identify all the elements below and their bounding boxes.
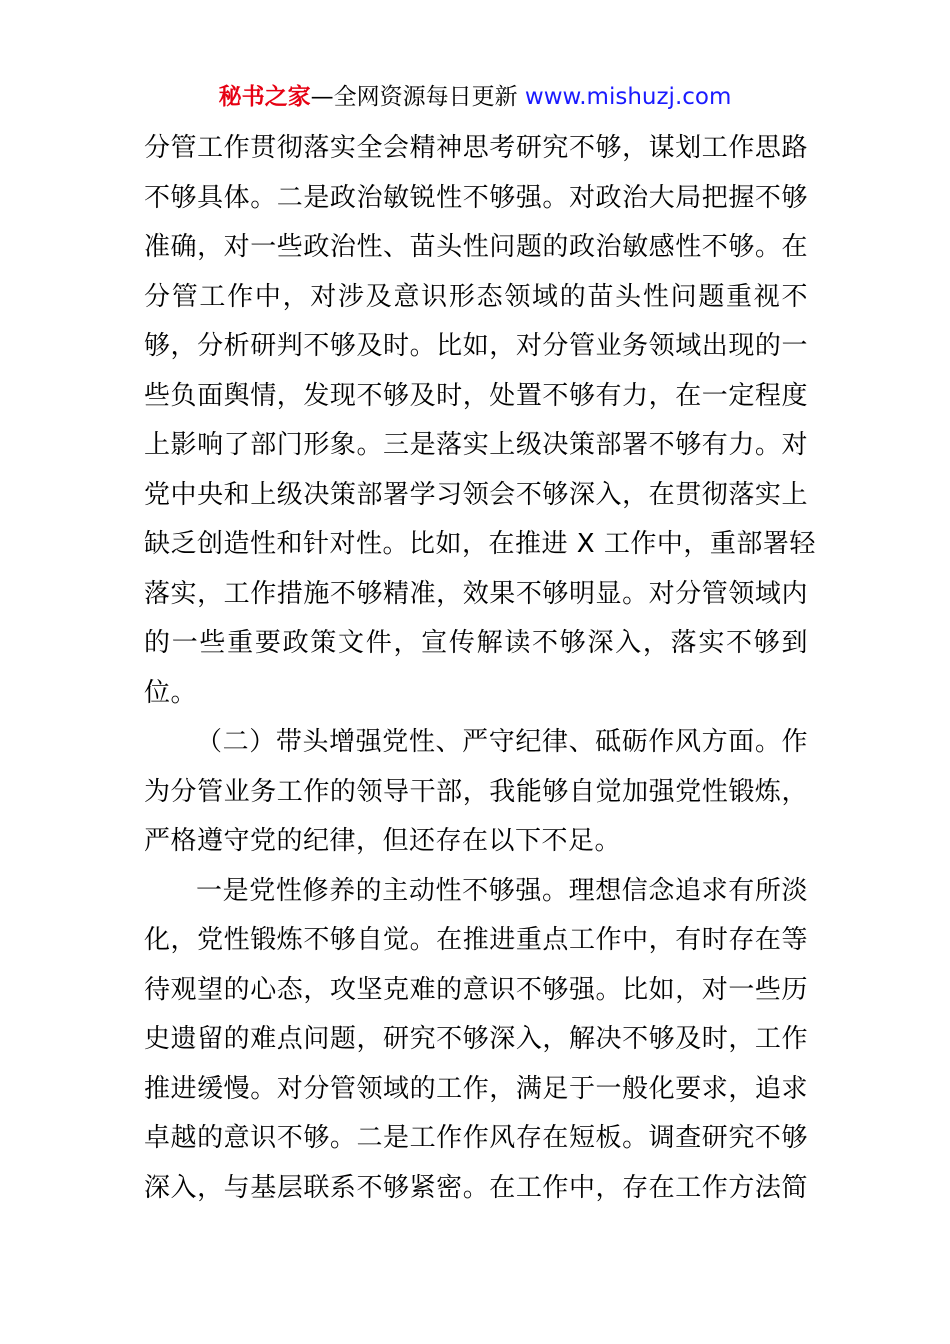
text-line: 为分管业务工作的领导干部，我能够自觉加强党性锻炼，: [144, 776, 808, 807]
text-line: 的一些重要政策文件，宣传解读不够深入，落实不够到: [144, 628, 808, 658]
text-line: 落实，工作措施不够精准，效果不够明显。对分管领域内: [144, 578, 808, 609]
document-body: [144, 124, 816, 1213]
paragraph-section-two: [144, 718, 808, 867]
text-line: 一是党性修养的主动性不够强。理想信念追求有所淡: [196, 875, 808, 906]
site-brand: 秘书之家: [218, 84, 311, 110]
text-line: 些负面舆情，发现不够及时，处置不够有力，在一定程度: [144, 380, 808, 411]
text-line: 化，党性锻炼不够自觉。在推进重点工作中，有时存在等: [144, 925, 808, 955]
text-line: 待观望的心态，攻坚克难的意识不够强。比如，对一些历: [144, 974, 808, 1005]
text-line: 史遗留的难点问题，研究不够深入，解决不够及时，工作: [144, 1024, 808, 1054]
site-header: [0, 80, 950, 114]
text-line: 上影响了部门形象。三是落实上级决策部署不够有力。对: [144, 430, 808, 460]
text-line: 准确，对一些政治性、苗头性问题的政治敏感性不够。在: [144, 232, 808, 262]
text-line: 够，分析研判不够及时。比如，对分管业务领域出现的一: [144, 331, 808, 361]
text-line: 卓越的意识不够。二是工作作风存在短板。调查研究不够: [144, 1123, 808, 1153]
text-line: 深入，与基层联系不够紧密。在工作中，存在工作方法简: [144, 1172, 808, 1203]
paragraph-points: [144, 867, 808, 1214]
paragraph-continued: [144, 124, 816, 718]
text-line: 分管工作中，对涉及意识形态领域的苗头性问题重视不: [144, 281, 808, 312]
text-line: 缺乏创造性和针对性。比如，在推进 X 工作中，重部署轻: [144, 529, 816, 559]
site-url-link[interactable]: www.mishuzj.com: [524, 84, 732, 110]
text-line: （二）带头增强党性、严守纪律、砥砺作风方面。作: [196, 727, 808, 757]
text-line: 党中央和上级决策部署学习领会不够深入，在贯彻落实上: [144, 479, 808, 510]
text-line: 推进缓慢。对分管领域的工作，满足于一般化要求，追求: [144, 1073, 808, 1104]
text-line: 严格遵守党的纪律，但还存在以下不足。: [144, 826, 622, 856]
text-line: 位。: [144, 677, 198, 708]
text-line: 不够具体。二是政治敏锐性不够强。对政治大局把握不够: [144, 182, 808, 213]
site-tagline: —全网资源每日更新: [310, 84, 525, 110]
text-line: 分管工作贯彻落实全会精神思考研究不够，谋划工作思路: [144, 133, 808, 163]
